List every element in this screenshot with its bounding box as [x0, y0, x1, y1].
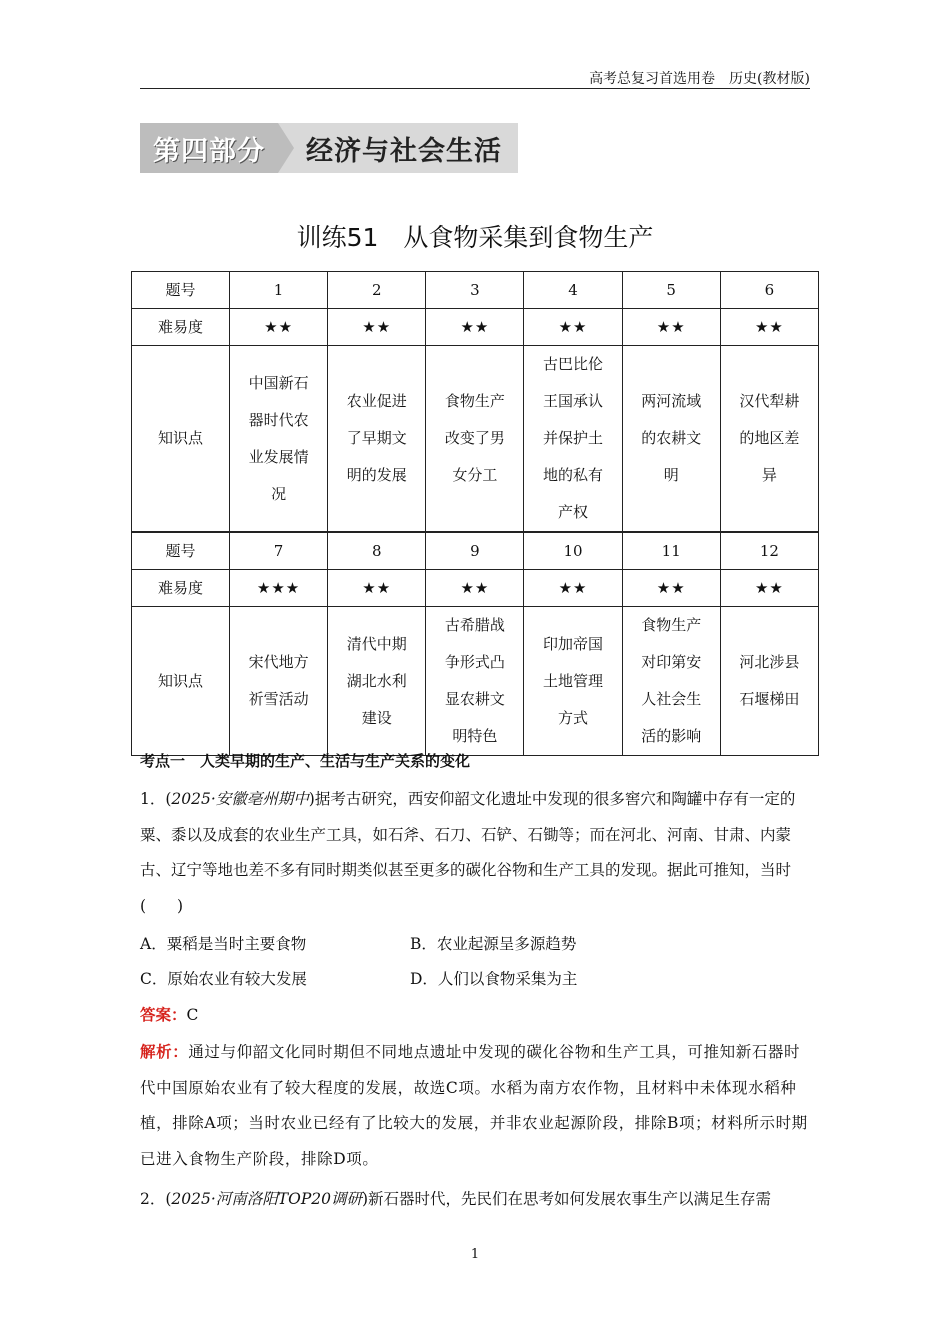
q-num: 10 — [524, 532, 622, 570]
label-knowledge: 知识点 — [132, 607, 230, 756]
knowledge-point: 食物生产改变了男女分工 — [426, 346, 524, 533]
knowledge-point: 中国新石器时代农业发展情况 — [230, 346, 328, 533]
difficulty-stars: ★★ — [524, 570, 622, 607]
option-c: C．原始农业有较大发展 — [140, 970, 307, 988]
analysis-label: 解析： — [140, 1043, 189, 1061]
difficulty-table — [131, 271, 819, 756]
question-1 — [140, 782, 810, 924]
label-num: 题号 — [132, 532, 230, 570]
q-num: 2 — [328, 272, 426, 309]
q-num: 3 — [426, 272, 524, 309]
answer-value: C — [186, 1006, 199, 1024]
difficulty-stars: ★★ — [426, 309, 524, 346]
knowledge-point: 古希腊战争形式凸显农耕文明特色 — [426, 607, 524, 756]
banner-title: 经济与社会生活 — [306, 135, 502, 167]
label-knowledge: 知识点 — [132, 346, 230, 533]
table-row — [132, 607, 819, 756]
page-number: 1 — [470, 1247, 480, 1262]
question-source: 2025·河南洛阳TOP20调研 — [171, 1190, 362, 1208]
section-heading: 考点一 人类早期的生产、生活与生产关系的变化 — [140, 752, 471, 770]
exercise-title: 训练51 从食物采集到食物生产 — [296, 223, 654, 252]
table-row — [132, 346, 819, 533]
difficulty-stars: ★★★ — [230, 570, 328, 607]
knowledge-point: 河北涉县石堰梯田 — [720, 607, 818, 756]
header-title: 高考总复习首选用卷 历史(教材版) — [589, 71, 810, 87]
difficulty-stars: ★★ — [622, 309, 720, 346]
label-num: 题号 — [132, 272, 230, 309]
table-row — [132, 532, 819, 570]
option-d: D．人们以食物采集为主 — [410, 970, 578, 988]
knowledge-point: 清代中期湖北水利建设 — [328, 607, 426, 756]
table-row — [132, 309, 819, 346]
question-number: 1．( — [140, 790, 172, 808]
question-source: 2025·安徽亳州期中 — [171, 790, 309, 808]
header-divider — [140, 88, 810, 89]
q-num: 5 — [622, 272, 720, 309]
knowledge-point: 古巴比伦王国承认并保护土地的私有产权 — [524, 346, 622, 533]
question-text: )据考古研究，西安仰韶文化遗址中发现的很多窖穴和陶罐中存有一定的粟、黍以及成套的农业生产工具，如石斧、石刀、石铲、石锄等；而在河北、河南、甘肃、内蒙古、辽宁等地也差不多有同时期类似甚至更多的碳化谷物和生产工具的发现。据此可推知，当时( ) — [140, 790, 796, 915]
difficulty-stars: ★★ — [328, 570, 426, 607]
knowledge-point: 食物生产对印第安人社会生活的影响 — [622, 607, 720, 756]
difficulty-stars: ★★ — [230, 309, 328, 346]
option-b: B．农业起源呈多源趋势 — [410, 935, 577, 953]
q-num: 6 — [720, 272, 818, 309]
answer-label: 答案： — [140, 1006, 187, 1024]
difficulty-stars: ★★ — [426, 570, 524, 607]
part-banner — [140, 123, 518, 173]
question-text: )新石器时代，先民们在思考如何发展农事生产以满足生存需 — [362, 1190, 772, 1208]
q-num: 4 — [524, 272, 622, 309]
knowledge-point: 汉代犁耕的地区差异 — [720, 346, 818, 533]
q-num: 11 — [622, 532, 720, 570]
question-2 — [140, 1182, 810, 1218]
label-difficulty: 难易度 — [132, 570, 230, 607]
difficulty-stars: ★★ — [720, 309, 818, 346]
question-number: 2．( — [140, 1190, 172, 1208]
banner-arrow — [278, 123, 294, 173]
difficulty-stars: ★★ — [524, 309, 622, 346]
table-row — [132, 272, 819, 309]
option-a: A．粟稻是当时主要食物 — [140, 935, 307, 953]
difficulty-stars: ★★ — [328, 309, 426, 346]
q-num: 1 — [230, 272, 328, 309]
knowledge-point: 印加帝国土地管理方式 — [524, 607, 622, 756]
banner-part-label: 第四部分 — [140, 123, 278, 173]
knowledge-point: 两河流域的农耕文明 — [622, 346, 720, 533]
analysis-text: 通过与仰韶文化同时期但不同地点遗址中发现的碳化谷物和生产工具，可推知新石器时代中国原始农业有了较大程度的发展，故选C项。水稻为南方农作物，且材料中未体现水稻种植，排除A项；当时农业已经有了比较大的发展，并非农业起源阶段，排除B项；材料所示时期已进入食物生产阶段，排除D项。 — [140, 1043, 808, 1168]
analysis — [140, 1035, 810, 1177]
knowledge-point: 农业促进了早期文明的发展 — [328, 346, 426, 533]
q-num: 8 — [328, 532, 426, 570]
difficulty-stars: ★★ — [622, 570, 720, 607]
q-num: 9 — [426, 532, 524, 570]
q-num: 7 — [230, 532, 328, 570]
knowledge-point: 宋代地方祈雪活动 — [230, 607, 328, 756]
answer-line — [140, 1003, 198, 1025]
table-row — [132, 570, 819, 607]
difficulty-stars: ★★ — [720, 570, 818, 607]
q-num: 12 — [720, 532, 818, 570]
label-difficulty: 难易度 — [132, 309, 230, 346]
